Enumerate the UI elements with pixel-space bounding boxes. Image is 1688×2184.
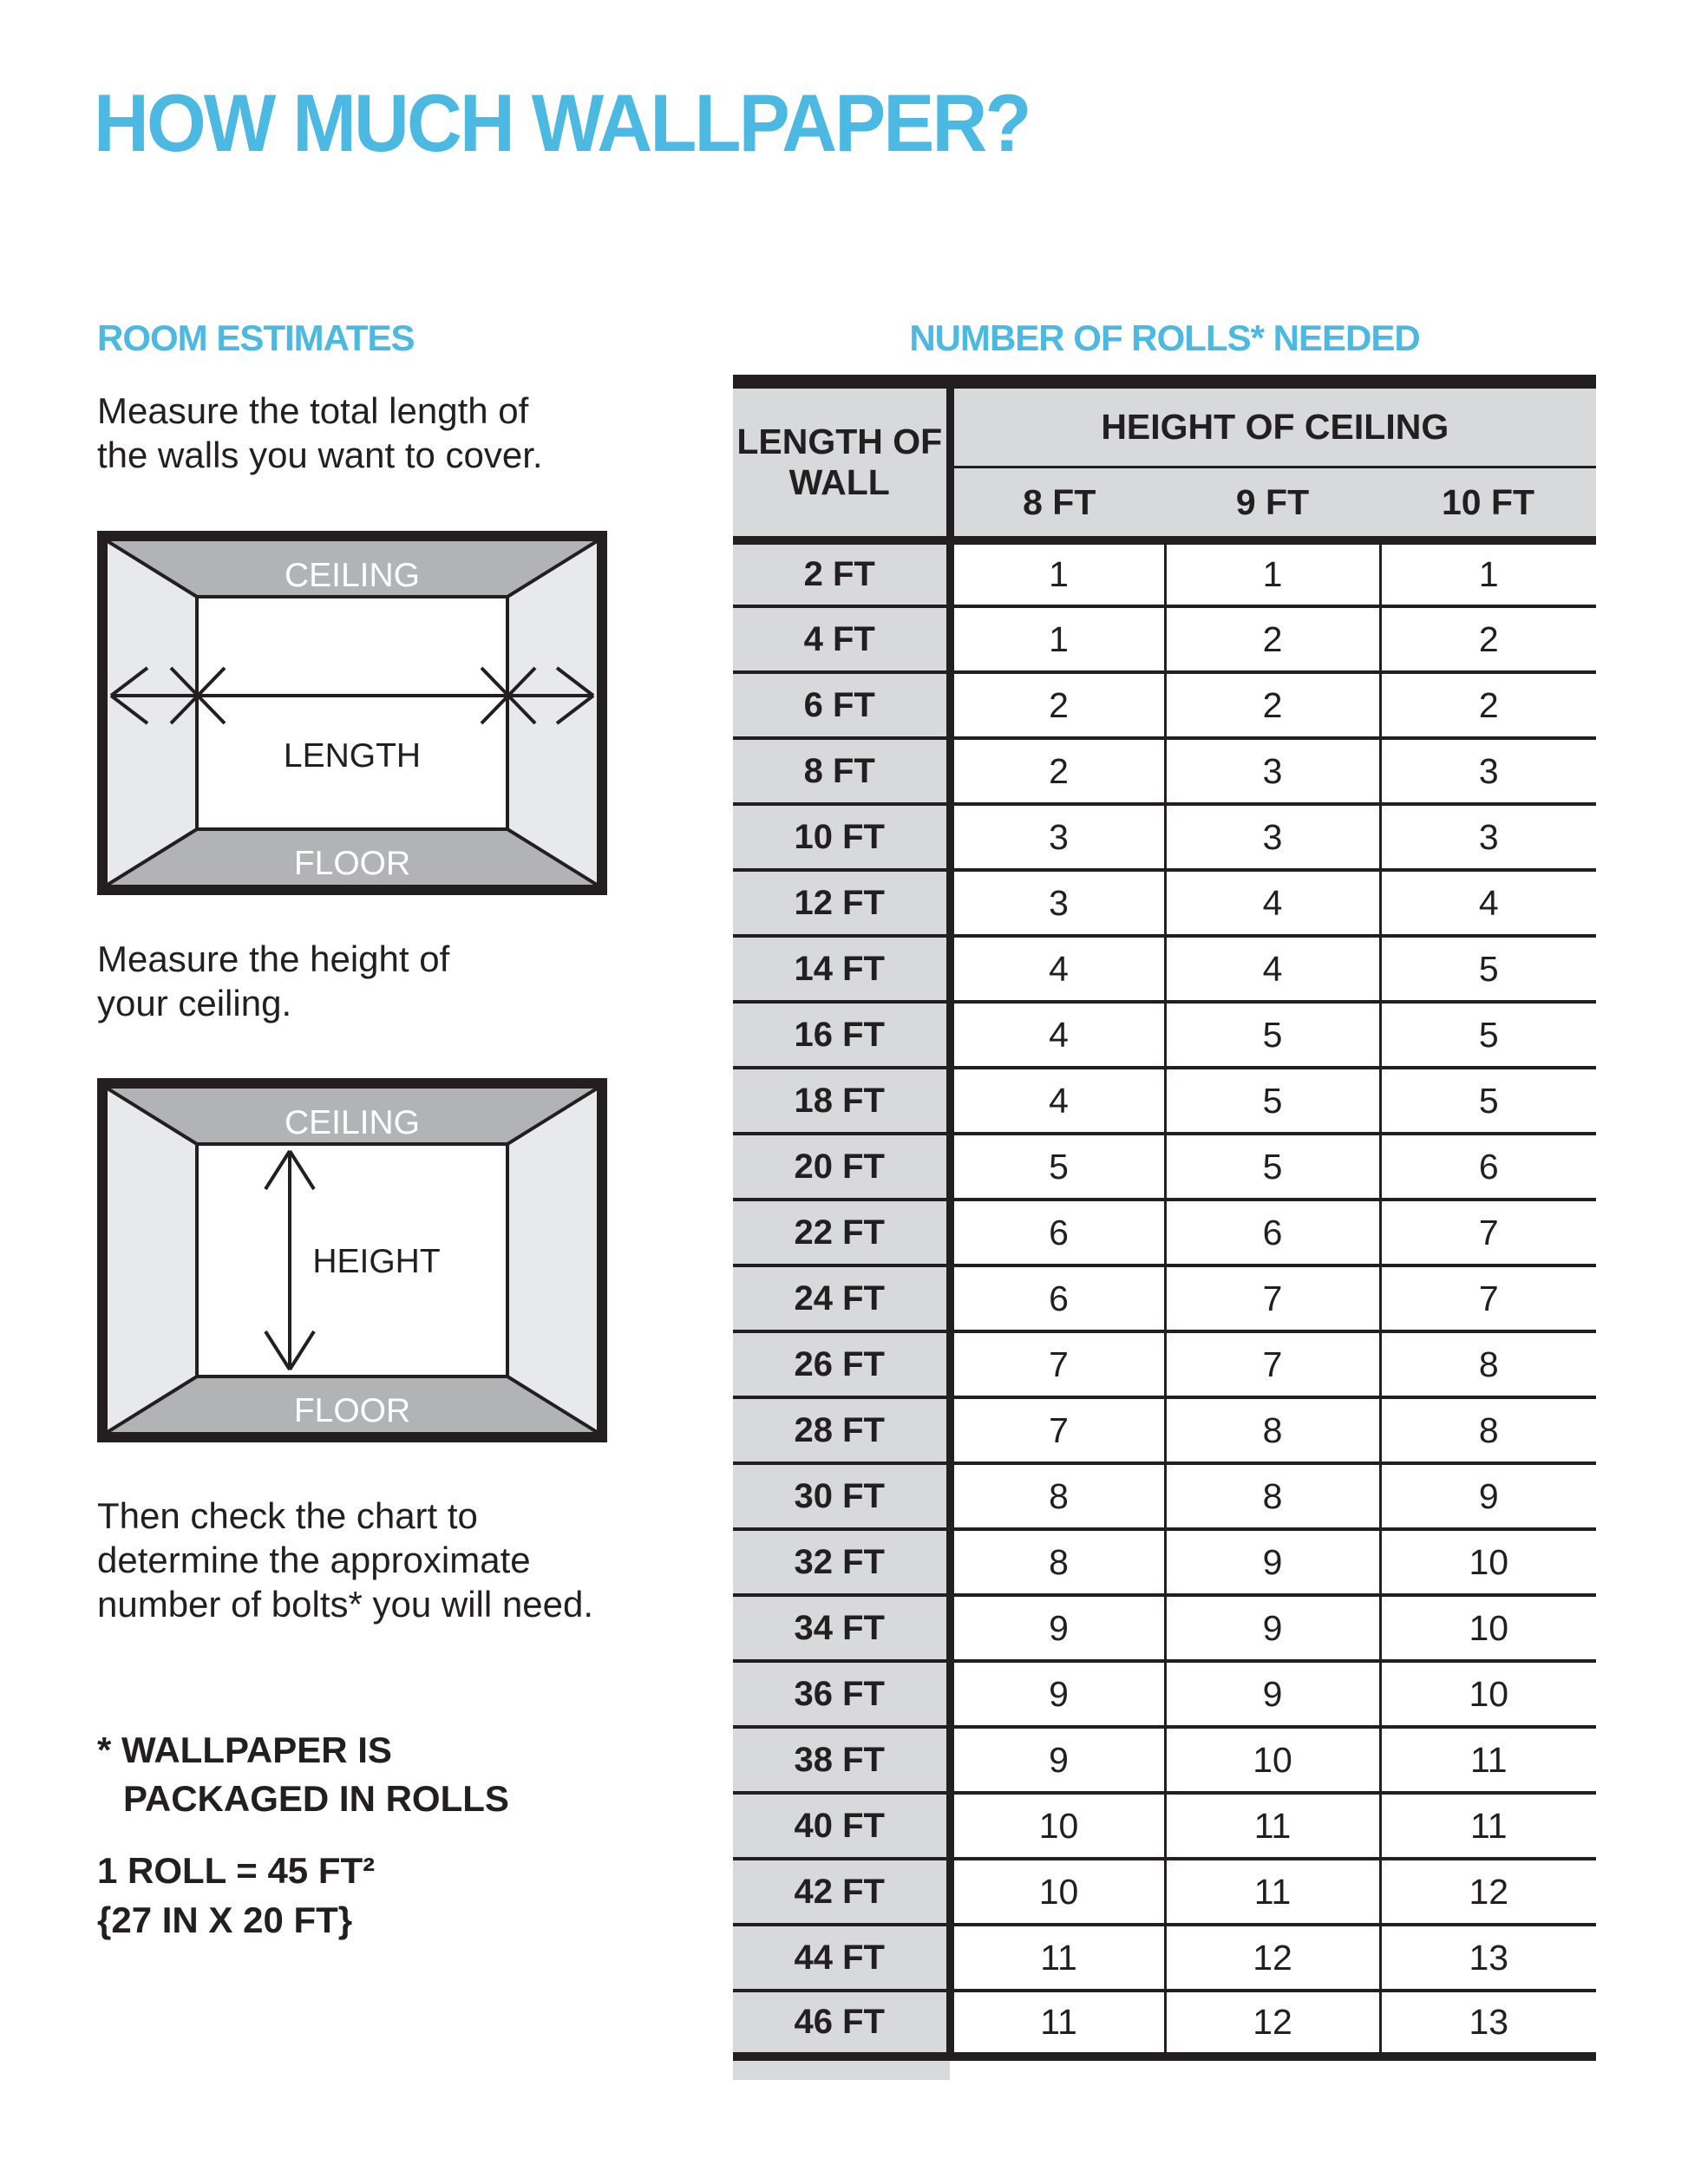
rolls-cell: 8 [1380, 1397, 1596, 1463]
rolls-cell: 11 [1165, 1793, 1380, 1859]
rolls-cell: 7 [1165, 1265, 1380, 1331]
rolls-cell: 3 [1380, 804, 1596, 870]
rolls-cell: 9 [950, 1727, 1165, 1793]
length-room-diagram [97, 531, 607, 895]
table-row [733, 1002, 1596, 1068]
row-label: 10 FT [733, 804, 950, 870]
footnote-line1: * WALLPAPER IS [97, 1730, 392, 1770]
rolls-cell: 3 [1165, 804, 1380, 870]
right-wall-surface [507, 1089, 597, 1432]
height-label: HEIGHT [312, 1243, 441, 1280]
rolls-cell: 12 [1165, 1925, 1380, 1991]
footnote-line2: PACKAGED IN ROLLS [123, 1778, 509, 1819]
table-row [733, 936, 1596, 1002]
table-row [733, 870, 1596, 936]
roll-spec-line1: 1 ROLL = 45 FT² [97, 1850, 376, 1891]
rolls-cell: 5 [1380, 1068, 1596, 1134]
table-row [733, 1925, 1596, 1991]
rolls-cell: 4 [950, 936, 1165, 1002]
floor-label: FLOOR [293, 845, 411, 882]
row-label: 38 FT [733, 1727, 950, 1793]
row-label: 28 FT [733, 1397, 950, 1463]
row-label: 4 FT [733, 606, 950, 672]
rolls-cell: 9 [1165, 1529, 1380, 1595]
table-row [733, 1727, 1596, 1793]
rolls-cell: 9 [950, 1661, 1165, 1727]
rolls-cell: 2 [950, 672, 1165, 738]
rolls-cell: 5 [1380, 1002, 1596, 1068]
table-row [733, 1661, 1596, 1727]
rolls-cell: 7 [950, 1397, 1165, 1463]
rolls-cell: 8 [950, 1529, 1165, 1595]
rolls-cell: 9 [1165, 1661, 1380, 1727]
row-label: 18 FT [733, 1068, 950, 1134]
row-label: 36 FT [733, 1661, 950, 1727]
rolls-cell: 7 [950, 1331, 1165, 1397]
table-row [733, 1068, 1596, 1134]
step3-text [97, 1494, 593, 1626]
table-row [733, 1991, 1596, 2056]
row-label: 8 FT [733, 738, 950, 804]
step3-line3: number of bolts* you will need. [97, 1584, 593, 1625]
room-estimates-heading: ROOM ESTIMATES [97, 317, 415, 358]
length-label: LENGTH [283, 737, 422, 775]
rolls-cell: 12 [1380, 1859, 1596, 1925]
table-row [733, 804, 1596, 870]
rolls-cell: 4 [950, 1068, 1165, 1134]
rolls-cell: 10 [1380, 1661, 1596, 1727]
rolls-cell: 8 [1165, 1397, 1380, 1463]
row-label: 20 FT [733, 1134, 950, 1200]
rolls-table [733, 375, 1596, 2061]
rolls-cell: 6 [950, 1200, 1165, 1265]
wallpaper-footnote [97, 1726, 509, 1823]
rolls-cell: 2 [950, 738, 1165, 804]
table-row [733, 540, 1596, 606]
rolls-cell: 3 [1165, 738, 1380, 804]
col-header-8ft: 8 FT [950, 468, 1165, 541]
rolls-cell: 3 [1380, 738, 1596, 804]
table-row [733, 738, 1596, 804]
rolls-cell: 9 [1165, 1595, 1380, 1661]
table-row [733, 1859, 1596, 1925]
rolls-cell: 4 [1165, 870, 1380, 936]
roll-spec-line2: {27 IN X 20 FT} [97, 1900, 353, 1940]
rolls-cell: 13 [1380, 1925, 1596, 1991]
rolls-cell: 11 [1380, 1727, 1596, 1793]
rolls-cell: 5 [950, 1134, 1165, 1200]
rolls-cell: 5 [1165, 1068, 1380, 1134]
rolls-cell: 11 [1165, 1859, 1380, 1925]
rolls-cell: 8 [1380, 1331, 1596, 1397]
rolls-cell: 7 [1380, 1200, 1596, 1265]
rolls-cell: 2 [1380, 672, 1596, 738]
step1-line2: the walls you want to cover. [97, 435, 543, 475]
rolls-cell: 11 [950, 1925, 1165, 1991]
rolls-cell: 1 [1380, 540, 1596, 606]
rolls-needed-heading: NUMBER OF ROLLS* NEEDED [909, 317, 1420, 358]
height-room-diagram [97, 1078, 607, 1442]
roll-spec [97, 1846, 375, 1945]
row-label: 12 FT [733, 870, 950, 936]
row-label: 16 FT [733, 1002, 950, 1068]
step3-line1: Then check the chart to [97, 1495, 478, 1536]
rolls-cell: 4 [1165, 936, 1380, 1002]
col-header-10ft: 10 FT [1380, 468, 1596, 541]
rolls-cell: 13 [1380, 1991, 1596, 2056]
table-row [733, 1200, 1596, 1265]
row-label: 46 FT [733, 1991, 950, 2056]
table-row [733, 1331, 1596, 1397]
row-label: 34 FT [733, 1595, 950, 1661]
rolls-cell: 6 [1380, 1134, 1596, 1200]
row-label: 44 FT [733, 1925, 950, 1991]
row-group-header: LENGTH OF WALL [733, 382, 950, 540]
page-title: HOW MUCH WALLPAPER? [94, 77, 1030, 168]
back-wall [197, 597, 507, 829]
row-label: 40 FT [733, 1793, 950, 1859]
step3-line2: determine the approximate [97, 1540, 531, 1580]
rolls-cell: 1 [950, 606, 1165, 672]
table-row [733, 1397, 1596, 1463]
step2-text [97, 937, 449, 1025]
ceiling-label: CEILING [284, 1104, 421, 1141]
rolls-cell: 10 [1380, 1529, 1596, 1595]
floor-label: FLOOR [293, 1392, 411, 1429]
table-row [733, 1134, 1596, 1200]
rolls-cell: 2 [1380, 606, 1596, 672]
rolls-cell: 10 [950, 1793, 1165, 1859]
rolls-cell: 7 [1165, 1331, 1380, 1397]
rolls-cell: 10 [1380, 1595, 1596, 1661]
rolls-cell: 7 [1380, 1265, 1596, 1331]
table-row [733, 672, 1596, 738]
rolls-cell: 3 [950, 804, 1165, 870]
rolls-cell: 4 [1380, 870, 1596, 936]
right-wall-surface [507, 541, 597, 885]
row-label: 32 FT [733, 1529, 950, 1595]
rolls-cell: 2 [1165, 672, 1380, 738]
rolls-cell: 8 [1165, 1463, 1380, 1529]
ceiling-label: CEILING [284, 557, 421, 594]
rolls-cell: 11 [1380, 1793, 1596, 1859]
table-row [733, 1265, 1596, 1331]
table-row [733, 606, 1596, 672]
label-column-stub [733, 2061, 950, 2080]
left-wall-surface [108, 1089, 197, 1432]
row-label: 26 FT [733, 1331, 950, 1397]
row-label: 42 FT [733, 1859, 950, 1925]
table-row [733, 1595, 1596, 1661]
rolls-cell: 10 [1165, 1727, 1380, 1793]
rolls-cell: 8 [950, 1463, 1165, 1529]
rolls-cell: 5 [1380, 936, 1596, 1002]
left-wall-surface [108, 541, 197, 885]
row-label: 30 FT [733, 1463, 950, 1529]
rolls-cell: 12 [1165, 1991, 1380, 2056]
row-label: 22 FT [733, 1200, 950, 1265]
table-row [733, 1793, 1596, 1859]
rolls-cell: 10 [950, 1859, 1165, 1925]
col-group-header: HEIGHT OF CEILING [950, 382, 1596, 468]
rolls-cell: 3 [950, 870, 1165, 936]
step1-line1: Measure the total length of [97, 390, 529, 431]
step1-text [97, 389, 543, 477]
rolls-cell: 5 [1165, 1134, 1380, 1200]
step2-line1: Measure the height of [97, 938, 450, 979]
row-label: 24 FT [733, 1265, 950, 1331]
table-row [733, 1463, 1596, 1529]
rolls-cell: 5 [1165, 1002, 1380, 1068]
row-label: 14 FT [733, 936, 950, 1002]
rolls-cell: 1 [950, 540, 1165, 606]
row-label: 2 FT [733, 540, 950, 606]
rolls-cell: 6 [950, 1265, 1165, 1331]
table-row [733, 1529, 1596, 1595]
rolls-cell: 2 [1165, 606, 1380, 672]
row-label: 6 FT [733, 672, 950, 738]
rolls-cell: 9 [950, 1595, 1165, 1661]
rolls-cell: 1 [1165, 540, 1380, 606]
rolls-cell: 11 [950, 1991, 1165, 2056]
step2-line2: your ceiling. [97, 983, 292, 1023]
col-header-9ft: 9 FT [1165, 468, 1380, 541]
rolls-table-container [733, 375, 1596, 2080]
rolls-cell: 9 [1380, 1463, 1596, 1529]
rolls-cell: 4 [950, 1002, 1165, 1068]
rolls-cell: 6 [1165, 1200, 1380, 1265]
